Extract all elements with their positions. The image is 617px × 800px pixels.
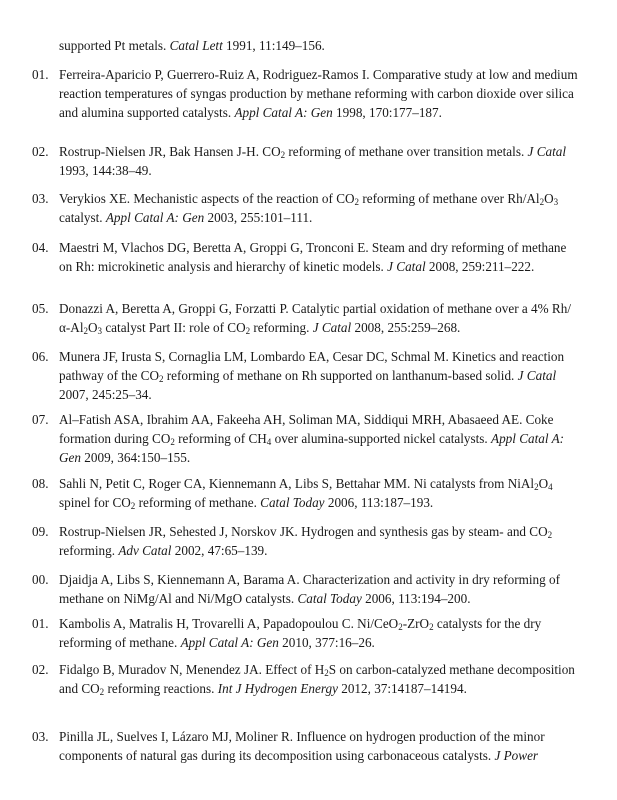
reference-number: 01.	[32, 616, 49, 631]
reference-text: Fidalgo B, Muradov N, Menendez JA. Effect of $H_2S$ on carbon-catalyzed methane decomposition and $CO_2$ reforming reactions. Int J Hydrogen Energy 2012, 37:14187–14194.	[59, 662, 575, 697]
reference-number: 03.	[32, 729, 49, 744]
reference-number: 04.	[32, 240, 49, 255]
reference-text: Ferreira-Aparicio P, Guerrero-Ruiz A, Rodriguez-Ramos I. Comparative study at low and medium reaction temperatures of syngas production by methane reforming with carbon dioxide over silica and alumina supported catalysts. Appl Catal A: Gen 1998, 170:177–187.	[59, 67, 578, 120]
reference-text: Rostrup-Nielsen JR, Bak Hansen J-H. $CO_2$ reforming of methane over transition metals. J Catal 1993, 144:38–49.	[59, 144, 567, 178]
reference-item	[32, 299, 581, 337]
reference-number: 08.	[32, 476, 49, 491]
reference-number: 05.	[32, 301, 49, 316]
reference-text: Donazzi A, Beretta A, Groppi G, Forzatti P. Catalytic partial oxidation of methane over a 4% $Rh/\alpha-Al_2O_3$ catalyst Part II: role of $CO_2$ reforming. J Catal 2008, 255:259–268.	[59, 301, 571, 336]
reference-number: 00.	[32, 572, 49, 587]
reference-number: 02.	[32, 662, 49, 677]
reference-text: Munera JF, Irusta S, Cornaglia LM, Lombardo EA, Cesar DC, Schmal M. Kinetics and reaction pathway of the $CO_2$ reforming of methane on Rh supported on lanthanum-based solid. J Catal 2007, 245:25–34.	[59, 349, 565, 402]
reference-text: Rostrup-Nielsen JR, Sehested J, Norskov JK. Hydrogen and synthesis gas by steam- and $CO_2$ reforming. Adv Catal 2002, 47:65–139.	[59, 524, 553, 558]
reference-item	[32, 410, 581, 467]
reference-number: 07.	[32, 412, 49, 427]
reference-text: Sahli N, Petit C, Roger CA, Kiennemann A, Libs S, Bettahar MM. Ni catalysts from $NiAl_2O_4$ spinel for $CO_2$ reforming of methane. Catal Today 2006, 113:187–193.	[59, 476, 553, 511]
reference-item	[32, 189, 581, 227]
reference-text: Kambolis A, Matralis H, Trovarelli A, Papadopoulou C. Ni/CeO$_2$-ZrO$_2$ catalysts for the dry reforming of methane. Appl Catal A: Gen 2010, 377:16–26.	[59, 616, 542, 650]
reference-text: Pinilla JL, Suelves I, Lázaro MJ, Moliner R. Influence on hydrogen production of the minor components of natural gas during its decomposition using carbonaceous catalysts. J Power	[59, 729, 545, 763]
reference-text: Al–Fatish ASA, Ibrahim AA, Fakeeha AH, Soliman MA, Siddiqui MRH, Abasaeed AE. Coke formation during $CO_2$ reforming of $CH_4$ over alumina-supported nickel catalysts. Appl Catal A: Gen 2009, 364:150–155.	[59, 412, 565, 465]
reference-text: supported Pt metals. Catal Lett 1991, 11:149–156.	[59, 38, 325, 53]
reference-continuation	[59, 36, 581, 55]
reference-item	[32, 727, 581, 765]
reference-item	[32, 347, 581, 404]
reference-item	[32, 238, 581, 276]
reference-number: 03.	[32, 191, 49, 206]
reference-item	[32, 660, 581, 698]
reference-item	[32, 522, 581, 560]
reference-item	[32, 142, 581, 180]
reference-number: 02.	[32, 144, 49, 159]
reference-item	[32, 614, 581, 652]
reference-item	[32, 474, 581, 512]
reference-text: Verykios XE. Mechanistic aspects of the reaction of $CO_2$ reforming of methane over $Rh/Al_2O_3$ catalyst. Appl Catal A: Gen 2003, 255:101–111.	[59, 191, 559, 225]
reference-number: 01.	[32, 67, 49, 82]
reference-item	[32, 570, 581, 608]
reference-number: 09.	[32, 524, 49, 539]
reference-text: Djaidja A, Libs S, Kiennemann A, Barama A. Characterization and activity in dry reforming of methane on NiMg/Al and Ni/MgO catalysts. Catal Today 2006, 113:194–200.	[59, 572, 560, 606]
reference-number: 06.	[32, 349, 49, 364]
reference-text: Maestri M, Vlachos DG, Beretta A, Groppi G, Tronconi E. Steam and dry reforming of methane on Rh: microkinetic analysis and hierarchy of kinetic models. J Catal 2008, 259:211–222.	[59, 240, 567, 274]
reference-item	[32, 65, 581, 122]
